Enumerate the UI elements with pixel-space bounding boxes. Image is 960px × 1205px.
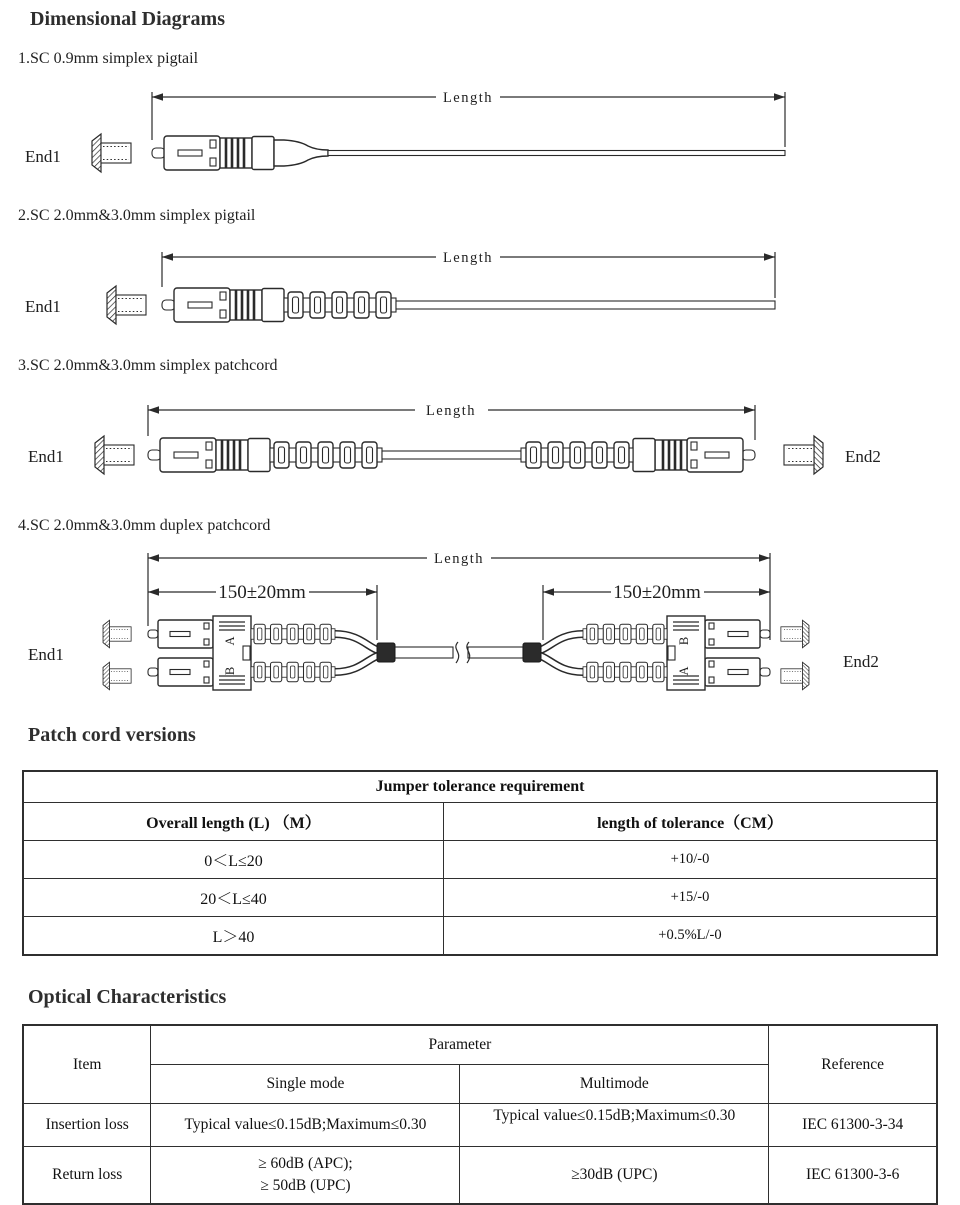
table-header-row: [23, 803, 937, 841]
table-row-insertion-loss: [23, 1104, 937, 1147]
dust-cap-icon: [781, 620, 809, 647]
end1-label: End1: [28, 645, 64, 664]
diagram3-caption: 3.SC 2.0mm&3.0mm simplex patchcord: [18, 357, 278, 374]
item-cell: Insertion loss: [23, 1104, 151, 1147]
dust-cap-icon: [103, 662, 131, 689]
single-mode-header: Single mode: [151, 1065, 460, 1104]
polarity-label-a: A: [677, 666, 691, 676]
sc-connector-end1: [148, 438, 382, 472]
optical-characteristics-table: [22, 1024, 938, 1205]
table-row-return-loss: [23, 1147, 937, 1205]
optical-characteristics-heading: Optical Characteristics: [28, 986, 227, 1008]
length-dim-label: Length: [442, 90, 494, 106]
reference-header: Reference: [769, 1025, 937, 1104]
end2-label: End2: [843, 652, 879, 671]
polarity-label-b: B: [677, 636, 691, 646]
table-row: [23, 841, 937, 879]
diagram4-caption: 4.SC 2.0mm&3.0mm duplex patchcord: [18, 517, 271, 534]
duplex-connector-end1: [148, 616, 335, 690]
length-dim-label: Length: [433, 551, 485, 567]
fiber-cable: [328, 151, 785, 156]
diagram-sc-09-simplex-pigtail: [0, 85, 960, 200]
length-tolerance-header: length of tolerance（CM）: [443, 803, 937, 841]
length-dimension: [148, 403, 755, 440]
end1-label: End1: [25, 297, 61, 316]
table-header-row: [23, 1025, 937, 1065]
diagram2-caption: 2.SC 2.0mm&3.0mm simplex pigtail: [18, 207, 256, 224]
item-header: Item: [23, 1025, 151, 1104]
diagram-sc-20-30-simplex-patchcord: [0, 385, 960, 510]
polarity-label-a: A: [223, 636, 237, 646]
sc-connector: [162, 288, 396, 322]
parameter-header: Parameter: [151, 1025, 769, 1065]
tolerance-cell: +0.5%L/-0: [443, 917, 937, 956]
length-range-cell: 20＜L≤40: [23, 879, 443, 917]
length-range-cell: L＞40: [23, 917, 443, 956]
item-cell: Return loss: [23, 1147, 151, 1205]
cable-junction-left: [377, 643, 395, 662]
diagram-sc-20-30-duplex-patchcord: [0, 540, 960, 710]
multimode-header: Multimode: [460, 1065, 769, 1104]
multimode-cell: Typical value≤0.15dB;Maximum≤0.30: [460, 1104, 769, 1147]
duplex-connector-end2: [583, 616, 770, 690]
polarity-label-b: B: [223, 666, 237, 676]
table-row: [23, 879, 937, 917]
dust-cap-icon: [784, 436, 823, 474]
length-dim-label: Length: [442, 250, 494, 266]
dust-cap-icon: [107, 286, 146, 324]
tolerance-cell: +15/-0: [443, 879, 937, 917]
length-dim-label: Length: [425, 403, 477, 419]
dust-cap-icon: [103, 620, 131, 647]
breakout-fibers-left: [335, 634, 380, 672]
overall-length-header: Overall length (L) （M）: [23, 803, 443, 841]
sc-connector: [152, 136, 328, 170]
cable-junction-right: [523, 643, 541, 662]
table-row: [23, 917, 937, 956]
table-title-row: [23, 771, 937, 803]
multimode-cell: ≥30dB (UPC): [460, 1147, 769, 1205]
return-loss-upc: ≥ 50dB (UPC): [260, 1177, 351, 1194]
fiber-cable: [382, 451, 521, 459]
dimensional-diagrams-heading: Dimensional Diagrams: [30, 8, 225, 30]
end1-label: End1: [25, 147, 61, 166]
dust-cap-icon: [781, 662, 809, 689]
jumper-table-title: Jumper tolerance requirement: [23, 771, 937, 803]
single-mode-cell: Typical value≤0.15dB;Maximum≤0.30: [151, 1104, 460, 1147]
fiber-cable: [396, 301, 775, 309]
diagram1-caption: 1.SC 0.9mm simplex pigtail: [18, 50, 199, 67]
end1-label: End1: [28, 447, 64, 466]
return-loss-apc: ≥ 60dB (APC);: [258, 1155, 353, 1172]
length-range-cell: 0＜L≤20: [23, 841, 443, 879]
reference-cell: IEC 61300-3-34: [769, 1104, 937, 1147]
breakout-fibers-right: [538, 634, 583, 672]
diagram-sc-20-30-simplex-pigtail: [0, 240, 960, 350]
reference-cell: IEC 61300-3-6: [769, 1147, 937, 1205]
dust-cap-icon: [95, 436, 134, 474]
single-mode-cell: [151, 1147, 460, 1205]
end2-label: End2: [845, 447, 881, 466]
patch-cord-versions-heading: Patch cord versions: [28, 724, 196, 746]
duplex-cable: [394, 642, 523, 663]
jumper-tolerance-table: [22, 770, 938, 956]
breakout-dim-label: 150±20mm: [613, 582, 701, 603]
sc-connector-end2: [521, 438, 755, 472]
breakout-dim-label: 150±20mm: [218, 582, 306, 603]
dust-cap-icon: [92, 134, 131, 172]
tolerance-cell: +10/-0: [443, 841, 937, 879]
